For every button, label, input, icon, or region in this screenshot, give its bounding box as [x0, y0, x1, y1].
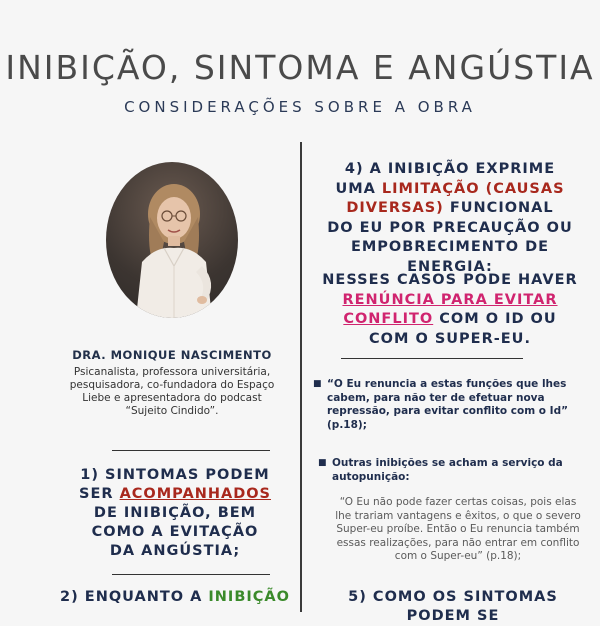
bullet-1-text: “O Eu renuncia a estas funções que lhes cabem, para não ter de efetuar nova repressão, para evitar conflito com o Id” (p.18); [327, 378, 568, 431]
renuncia-highlight: RENÚNCIA PARA EVITAR [342, 291, 558, 308]
bullet-2-text: Outras inibições se acham a serviço da autopunição: [332, 457, 563, 483]
left-separator-1 [112, 450, 270, 451]
page-subtitle: CONSIDERAÇÕES SOBRE A OBRA [124, 98, 476, 116]
point-4: 4) A INIBIÇÃO EXPRIME UMA LIMITAÇÃO (CAUSAS DIVERSAS) FUNCIONAL DO EU POR PRECAUÇÃO OU EMPOBRECIMENTO DE ENERGIA: [327, 161, 573, 275]
point-2-highlight: INIBIÇÃO [208, 589, 290, 605]
left-separator-2 [112, 574, 270, 575]
author-bio: Psicanalista, professora universitária, pesquisadora, co-fundadora do Espaço Liebe e apresentadora do podcast “Sujeito Cindido”. [69, 366, 275, 417]
point-4-highlight-2: DIVERSAS) [346, 200, 444, 216]
bullet-1 [313, 378, 585, 432]
author-name: DRA. MONIQUE NASCIMENTO [72, 348, 272, 362]
point-4-consequence: NESSES CASOS PODE HAVER RENÚNCIA PARA EVITAR CONFLITO COM O ID OU COM O SUPER-EU. [322, 272, 578, 347]
point-2: 2) ENQUANTO A INIBIÇÃO [60, 589, 290, 605]
point-1-highlight: ACOMPANHADOS [119, 486, 271, 502]
quote-text: “O Eu não pode fazer certas coisas, pois elas lhe trariam vantagens e êxitos, o que o severo Super-eu proíbe. Então o Eu renuncia também essas realizações, para não entrar em conflito com o Super-eu” (p.18); [335, 496, 581, 562]
bullet-icon: ■ [313, 379, 322, 389]
point-1: 1) SINTOMAS PODEM SER ACOMPANHADOS DE INIBIÇÃO, BEM COMO A EVITAÇÃO DA ANGÚSTIA; [79, 467, 271, 559]
point-5: 5) COMO OS SINTOMAS PODEM SE [348, 589, 558, 624]
point-4-highlight-1: LIMITAÇÃO (CAUSAS [381, 180, 565, 197]
author-photo [106, 162, 238, 318]
column-divider [300, 142, 302, 612]
author-photo-illustration [106, 162, 238, 318]
bullet-2 [318, 457, 580, 484]
page-title: INIBIÇÃO, SINTOMA E ANGÚSTIA [5, 48, 595, 87]
right-separator [341, 358, 523, 359]
conflito-highlight: CONFLITO [343, 311, 434, 327]
bullet-icon: ■ [318, 458, 327, 468]
